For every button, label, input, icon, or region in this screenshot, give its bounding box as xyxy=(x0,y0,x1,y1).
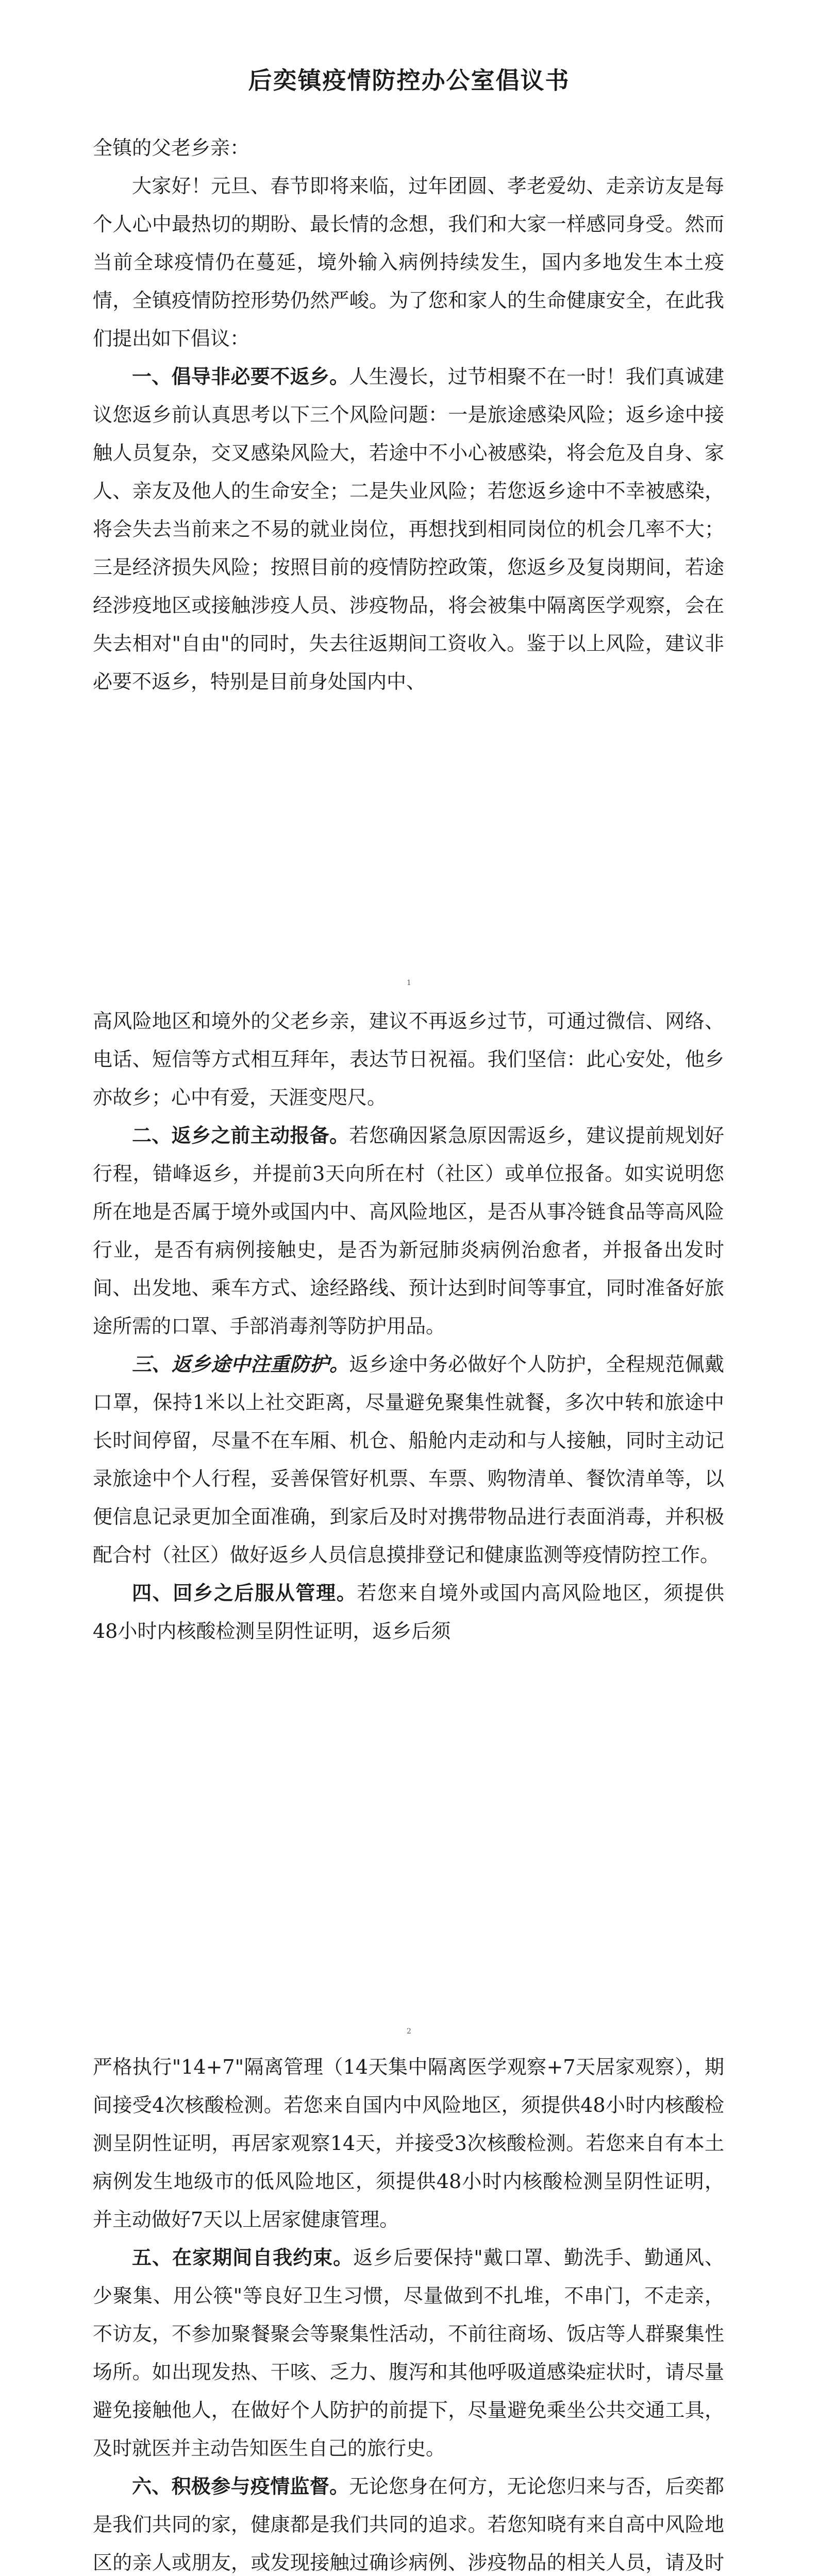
section-2-body: 若您确因紧急原因需返乡，建议提前规划好行程，错峰返乡，并提前3天向所在村（社区）或单位报备。如实说明您所在地是否属于境外或国内中、高风险地区，是否从事冷链食品等高风险行业，是否有病例接触史，是否为新冠肺炎病例治愈者，并报备出发时间、出发地、乘车方式、途经路线、预计达到时间等事宜，同时准备好旅途所需的口罩、手部消毒剂等防护用品。 xyxy=(93,1124,724,1337)
body-block-1 xyxy=(93,129,724,701)
page-number-2: 2 xyxy=(407,2027,411,2036)
section-3 xyxy=(93,1345,724,1574)
greeting: 全镇的父老乡亲： xyxy=(93,137,250,159)
body-block-2 xyxy=(93,1002,724,1650)
section-3-body: 返乡途中务必做好个人防护，全程规范佩戴口罩，保持1米以上社交距离，尽量避免聚集性就餐，多次中转和旅途中长时间停留，尽量不在车厢、机仓、船舱内走动和与人接触，同时主动记录旅途中个人行程，妥善保管好机票、车票、购物清单、餐饮清单等，以便信息记录更加全面准确，到家后及时对携带物品进行表面消毒，并积极配合村（社区）做好返乡人员信息摸排登记和健康监测等疫情防控工作。 xyxy=(93,1353,724,1566)
section-6-body: 无论您身在何方，无论您归来与否，后奕都是我们共同的家，健康都是我们共同的追求。若您知晓有来自高中风险地区的亲人或朋友，或发现接触过确诊病例、涉疫物品的相关人员，请及时 xyxy=(93,2475,724,2574)
section-4-body-b: 严格执行"14+7"隔离管理（14天集中隔离医学观察+7天居家观察），期间接受4次核酸检测。若您来自国内中风险地区，须提供48小时内核酸检测呈阴性证明，再居家观察14天，并接受3次核酸检测。若您来自有本土病例发生地级市的低风险地区，须提供48小时内核酸检测呈阴性证明，并主动做好7天以上居家健康管理。 xyxy=(93,2056,724,2231)
section-4-heading: 四、回乡之后服从管理。 xyxy=(132,1581,357,1604)
section-1-heading: 一、倡导非必要不返乡。 xyxy=(132,365,349,388)
section-4-body-a: 若您来自境外或国内高风险地区，须提供48小时内核酸检测呈阴性证明，返乡后须 xyxy=(93,1582,724,1642)
section-2 xyxy=(93,1116,724,1345)
section-1 xyxy=(93,358,724,701)
section-5 xyxy=(93,2239,724,2467)
document-title: 后奕镇疫情防控办公室倡议书 xyxy=(248,66,570,94)
section-4 xyxy=(93,1574,724,1650)
section-1-body-b: 高风险地区和境外的父老乡亲，建议不再返乡过节，可通过微信、网络、电话、短信等方式相互拜年，表达节日祝福。我们坚信：此心安处，他乡亦故乡；心中有爱，天涯变咫尺。 xyxy=(93,1010,724,1109)
body-block-3 xyxy=(93,2048,724,2576)
section-6 xyxy=(93,2467,724,2576)
section-1-body-a: 人生漫长，过节相聚不在一时！我们真诚建议您返乡前认真思考以下三个风险问题：一是旅途感染风险；返乡途中接触人员复杂，交叉感染风险大，若途中不小心被感染，将会危及自身、家人、亲友及他人的生命安全；二是失业风险；若您返乡途中不幸被感染，将会失去当前来之不易的就业岗位，再想找到相同岗位的机会几率不大；三是经济损失风险；按照目前的疫情防控政策，您返乡及复岗期间，若途经涉疫地区或接触涉疫人员、涉疫物品，将会被集中隔离医学观察，会在失去相对"自由"的同时，失去往返期间工资收入。鉴于以上风险，建议非必要不返乡，特别是目前身处国内中、 xyxy=(93,365,724,693)
section-6-heading: 六、积极参与疫情监督。 xyxy=(132,2475,349,2498)
section-5-heading: 五、在家期间自我约束。 xyxy=(132,2246,354,2269)
page-number-1: 1 xyxy=(407,979,411,987)
section-2-heading: 二、返乡之前主动报备。 xyxy=(132,1124,349,1147)
section-3-heading: 三、返乡途中注重防护。 xyxy=(132,1352,349,1376)
intro-paragraph: 大家好！元旦、春节即将来临，过年团圆、孝老爱幼、走亲访友是每个人心中最热切的期盼、最长情的念想，我们和大家一样感同身受。然而当前全球疫情仍在蔓延，境外输入病例持续发生，国内多地发生本土疫情，全镇疫情防控形势仍然严峻。为了您和家人的生命健康安全，在此我们提出如下倡议： xyxy=(93,175,724,350)
section-5-body: 返乡后要保持"戴口罩、勤洗手、勤通风、少聚集、用公筷"等良好卫生习惯，尽量做到不扎堆，不串门，不走亲，不访友，不参加聚餐聚会等聚集性活动，不前往商场、饭店等人群聚集性场所。如出现发热、干咳、乏力、腹泻和其他呼吸道感染症状时，请尽量避免接触他人，在做好个人防护的前提下，尽量避免乘坐公共交通工具，及时就医并主动告知医生自己的旅行史。 xyxy=(93,2246,724,2460)
